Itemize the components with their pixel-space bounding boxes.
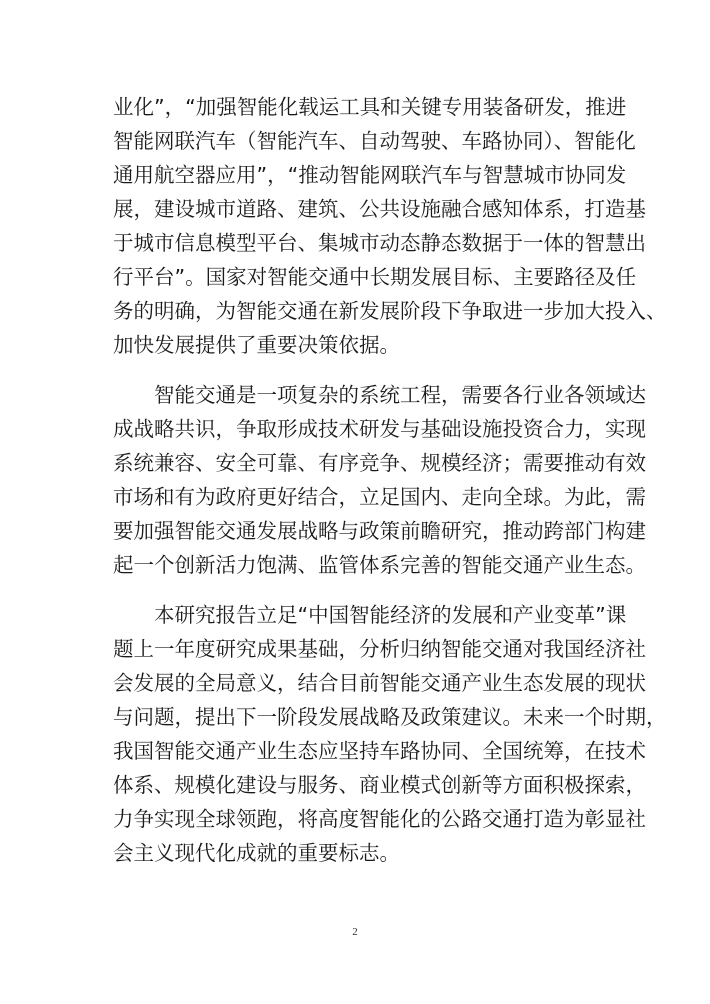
text-line: 展，建设城市道路、建筑、公共设施融合感知体系，打造基 — [113, 197, 646, 221]
paragraph — [113, 598, 667, 870]
text-line: 加快发展提供了重要决策依据。 — [113, 333, 400, 357]
paragraph — [113, 90, 667, 362]
text-line: 于城市信息模型平台、集城市动态静态数据于一体的智慧出 — [113, 231, 646, 255]
text-line: 务的明确，为智能交通在新发展阶段下争取进一步加大投入、 — [113, 299, 667, 323]
text-line: 智能网联汽车（智能汽车、自动驾驶、车路协同）、智能化 — [113, 129, 636, 153]
paragraph-gap — [113, 582, 613, 598]
text-line: 通用航空器应用”，“推动智能网联汽车与智慧城市协同发 — [113, 163, 627, 187]
text-line: 与问题，提出下一阶段发展战略及政策建议。未来一个时期， — [113, 705, 667, 729]
page-number: 2 — [352, 926, 358, 938]
text-line: 会发展的全局意义，结合目前智能交通产业生态发展的现状 — [113, 671, 646, 695]
paragraph-gap — [113, 362, 613, 378]
text-line: 系统兼容、安全可靠、有序竞争、规模经济；需要推动有效 — [113, 451, 646, 475]
text-line: 会主义现代化成就的重要标志。 — [113, 841, 400, 865]
text-line: 智能交通是一项复杂的系统工程，需要各行业各领域达 — [113, 383, 646, 407]
text-line: 市场和有为政府更好结合，立足国内、走向全球。为此，需 — [113, 485, 646, 509]
text-line: 行平台”。国家对智能交通中长期发展目标、主要路径及任 — [113, 265, 637, 289]
body-text — [113, 90, 667, 870]
text-line: 力争实现全球领跑，将高度智能化的公路交通打造为彰显社 — [113, 807, 646, 831]
text-line: 题上一年度研究成果基础，分析归纳智能交通对我国经济社 — [113, 637, 646, 661]
text-line: 本研究报告立足“中国智能经济的发展和产业变革”课 — [113, 603, 627, 627]
text-line: 起一个创新活力饱满、监管体系完善的智能交通产业生态。 — [113, 553, 646, 577]
paragraph — [113, 378, 646, 582]
text-line: 业化”，“加强智能化载运工具和关键专用装备研发，推进 — [113, 95, 627, 119]
text-line: 体系、规模化建设与服务、商业模式创新等方面积极探索， — [113, 773, 646, 797]
text-line: 成战略共识，争取形成技术研发与基础设施投资合力，实现 — [113, 417, 646, 441]
text-line: 要加强智能交通发展战略与政策前瞻研究，推动跨部门构建 — [113, 519, 646, 543]
text-line: 我国智能交通产业生态应坚持车路协同、全国统筹，在技术 — [113, 739, 646, 763]
